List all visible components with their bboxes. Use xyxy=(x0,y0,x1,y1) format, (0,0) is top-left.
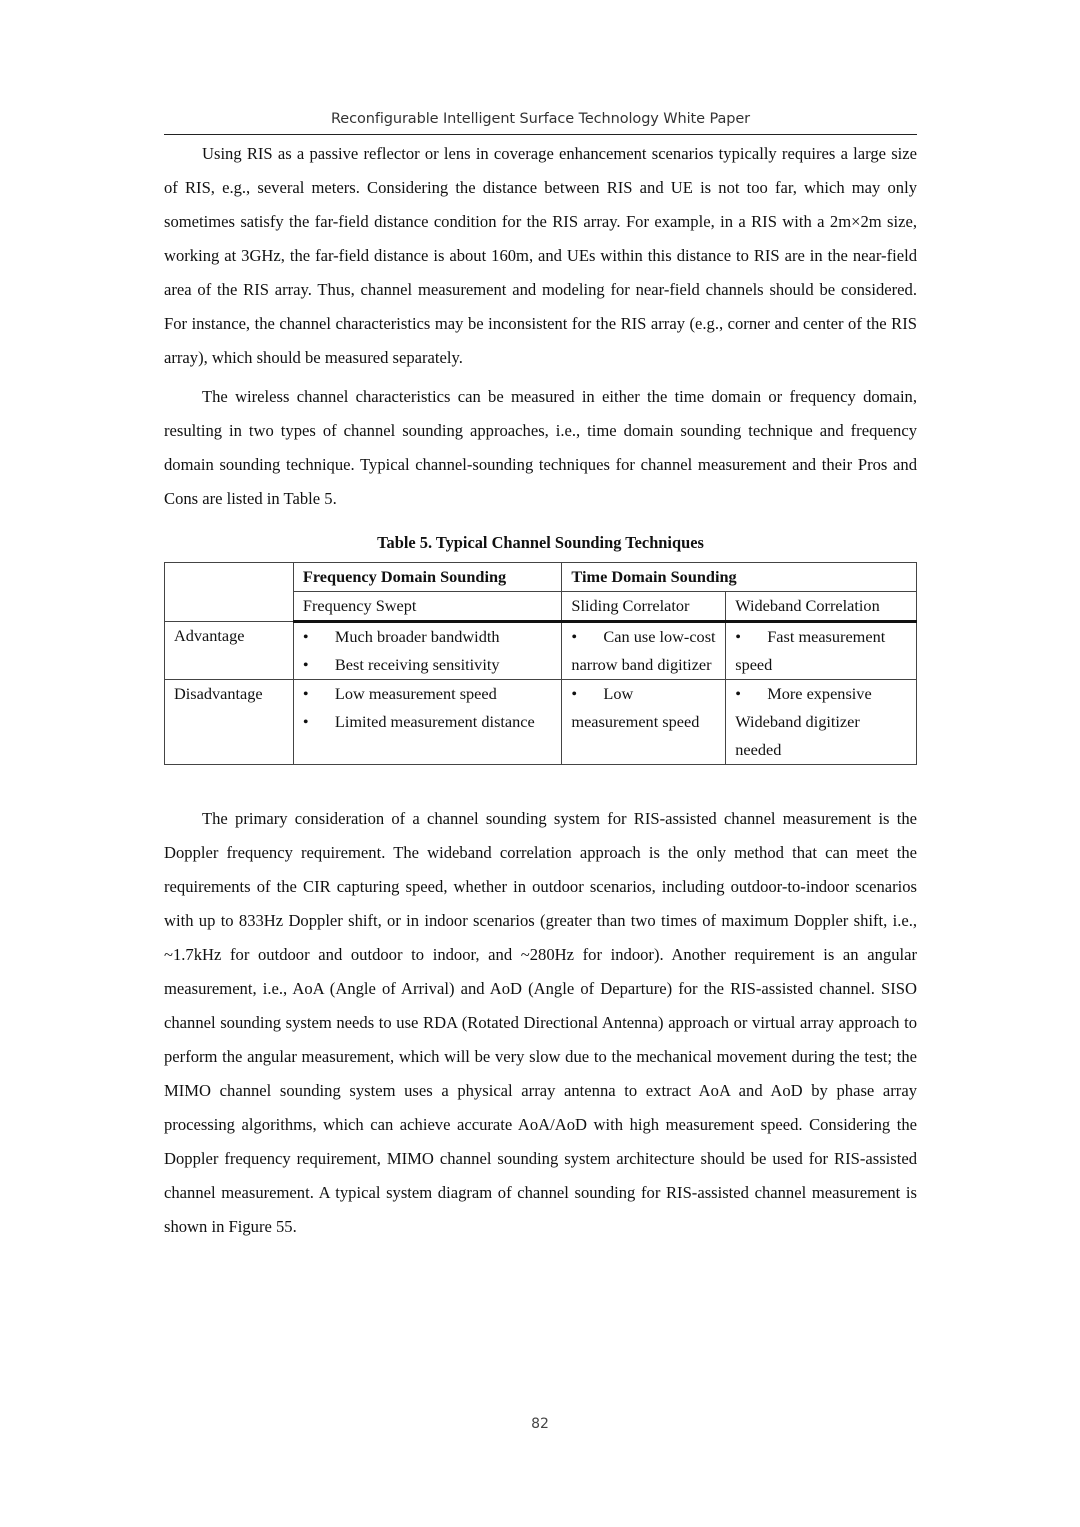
paragraph-sounding-approaches xyxy=(164,380,917,516)
table-cell xyxy=(726,622,917,680)
row-label: Disadvantage xyxy=(165,680,294,765)
table-corner-cell xyxy=(165,563,294,622)
paragraph-text: The primary consideration of a channel sounding system for RIS-assisted channel measurement is the Doppler frequency requirement. The wideband correlation approach is the only method that can meet the requirements of the CIR capturing speed, whether in outdoor scenarios, including outdoor-to-indoor scenarios with up to 833Hz Doppler shift, or in indoor scenarios (greater than two times of maximum Doppler shift, i.e., ~1.7kHz for outdoor and outdoor to indoor, and ~280Hz for indoor). Another requirement is an angular measurement, i.e., AoA (Angle of Arrival) and AoD (Angle of Departure) for the RIS-assisted channel. SISO channel sounding system needs to use RDA (Rotated Directional Antenna) approach or virtual array approach to perform the angular measurement, which will be very slow due to the mechanical movement during the test; the MIMO channel sounding system uses a physical array antenna to extract AoA and AoD by phase array processing algorithms, which can achieve accurate AoA/AoD with high measurement speed. Considering the Doppler frequency requirement, MIMO channel sounding system architecture should be used for RIS-assisted channel measurement. A typical system diagram of channel sounding for RIS-assisted channel measurement is shown in Figure 55. xyxy=(164,809,917,1236)
bullet-text: Fast measurement speed xyxy=(735,627,886,674)
bullet-icon: • xyxy=(571,627,578,646)
running-header: Reconfigurable Intelligent Surface Technology White Paper xyxy=(330,111,751,127)
bullet-icon: • xyxy=(571,684,578,703)
table-cell xyxy=(293,680,562,765)
paragraph-doppler-requirement xyxy=(164,802,917,1244)
table-cell xyxy=(726,680,917,765)
bullet-text: Limited measurement distance xyxy=(334,712,535,731)
bullet-text: Can use low-cost narrow band digitizer xyxy=(571,627,716,674)
table-cell xyxy=(562,680,726,765)
bullet-text: Low measurement speed xyxy=(334,684,497,703)
table-caption: Table 5. Typical Channel Sounding Techniques xyxy=(377,533,704,552)
bullet-text: Best receiving sensitivity xyxy=(334,655,500,674)
bullet-item xyxy=(303,623,553,651)
channel-sounding-table xyxy=(164,562,917,765)
bullet-icon: • xyxy=(302,684,309,703)
paragraph-near-field xyxy=(164,137,917,375)
table-sub-header: Frequency Swept xyxy=(293,592,562,622)
bullet-item xyxy=(303,680,553,708)
table-group-header: Time Domain Sounding xyxy=(562,563,917,592)
page-number: 82 xyxy=(531,1416,549,1432)
bullet-icon: • xyxy=(735,684,741,703)
paragraph-text: The wireless channel characteristics can be measured in either the time domain or frequency domain, resulting in two types of channel sounding approaches, i.e., time domain sounding technique and frequency domain sounding technique. Typical channel-sounding techniques for channel measurement and their Pros and Cons are listed in Table 5. xyxy=(164,387,917,508)
table-sub-header: Wideband Correlation xyxy=(726,592,917,622)
bullet-text: Much broader bandwidth xyxy=(334,627,500,646)
bullet-icon: • xyxy=(302,627,309,646)
table-sub-header: Sliding Correlator xyxy=(562,592,726,622)
table-cell xyxy=(293,622,562,680)
header-divider xyxy=(164,134,917,135)
table-group-header-row xyxy=(165,563,917,592)
table-row xyxy=(165,622,917,680)
bullet-icon: • xyxy=(302,655,309,674)
table-cell xyxy=(562,622,726,680)
bullet-item xyxy=(303,651,553,679)
bullet-text: Low measurement speed xyxy=(571,684,700,731)
table-row xyxy=(165,680,917,765)
paragraph-text: Using RIS as a passive reflector or lens in coverage enhancement scenarios typically requires a large size of RIS, e.g., several meters. Considering the distance between RIS and UE is not too far, which may only sometimes satisfy the far-field distance condition for the RIS array. For example, in a RIS with a 2m×2m size, working at 3GHz, the far-field distance is about 160m, and UEs within this distance to RIS are in the near-field area of the RIS array. Thus, channel measurement and modeling for near-field channels should be considered. For instance, the channel characteristics may be inconsistent for the RIS array (e.g., corner and center of the RIS array), which should be measured separately. xyxy=(164,144,917,367)
bullet-icon: • xyxy=(735,627,741,646)
bullet-item xyxy=(303,708,553,736)
bullet-icon: • xyxy=(302,712,309,731)
row-label: Advantage xyxy=(165,622,294,680)
bullet-text: More expensive Wideband digitizer needed xyxy=(735,684,872,759)
table-group-header: Frequency Domain Sounding xyxy=(293,563,562,592)
